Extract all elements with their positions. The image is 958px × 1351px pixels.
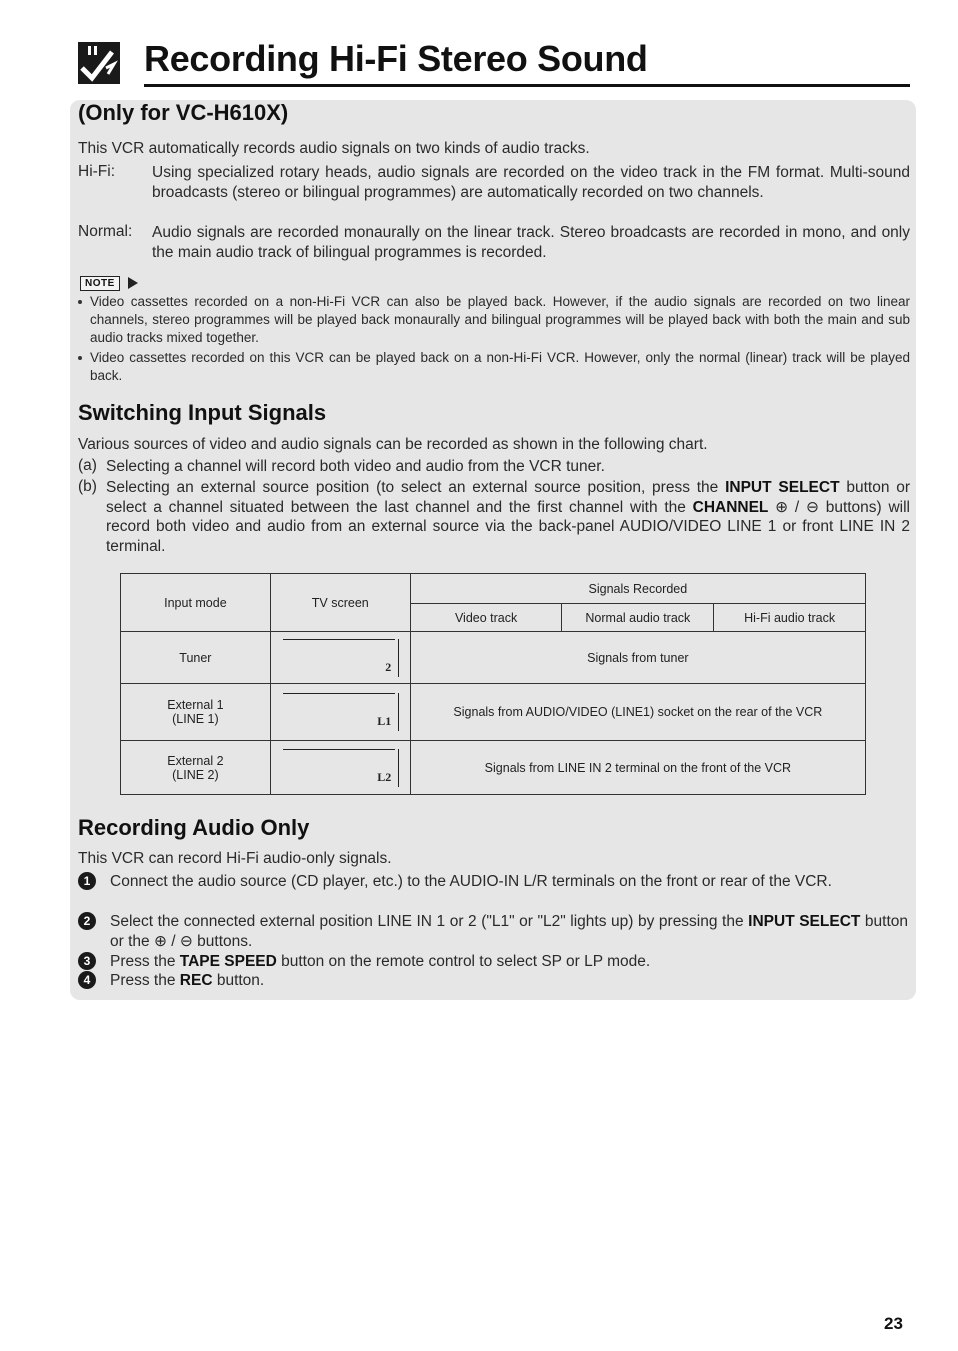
header-video-track: Video track: [410, 604, 562, 632]
tv-screen-cell: [270, 632, 410, 684]
tape-speed-ref: TAPE SPEED: [179, 953, 277, 970]
hifi-label: Hi-Fi:: [78, 163, 116, 180]
step-number-icon: 4: [78, 971, 96, 989]
rec-ref: REC: [179, 972, 213, 989]
mode-subtext: (LINE 2): [172, 767, 219, 782]
step-text: Connect the audio source (CD player, etc.) to the AUDIO-IN L/R terminals on the front or rear of the VCR.: [110, 873, 832, 890]
channel-indicator: L2: [377, 769, 392, 784]
page-number: 23: [884, 1314, 903, 1333]
mode-cell: [121, 632, 271, 684]
mode-text: External 1: [167, 698, 224, 712]
signal-cell: Signals from tuner: [410, 632, 865, 684]
step-text: button.: [212, 972, 265, 989]
input-select-ref: INPUT SELECT: [748, 913, 861, 930]
header-signals-recorded: Signals Recorded: [410, 574, 865, 604]
step-text: Press the: [110, 972, 180, 989]
step-number-icon: 1: [78, 872, 96, 890]
audio-only-heading: Recording Audio Only: [78, 815, 310, 840]
note-item-2: Video cassettes recorded on this VCR can be played back on a non-Hi-Fi VCR. However, only the normal (linear) track will be played back.: [90, 350, 910, 383]
title-rule: [144, 84, 910, 87]
step-number-icon: 2: [78, 912, 96, 930]
recording-cassette-icon: [78, 42, 120, 84]
step-text: Press the: [110, 953, 180, 970]
note-badge: NOTE: [80, 276, 120, 291]
input-select-ref: INPUT SELECT: [725, 479, 840, 496]
item-b-part: button or select a channel situated between the last channel and the first channel with the: [106, 479, 911, 516]
item-b-part: Selecting an external source position (to select an external source position, press the: [106, 479, 726, 496]
channel-ref: CHANNEL: [692, 498, 769, 516]
mode-cell: [121, 684, 271, 741]
table-row: [121, 684, 866, 741]
step-4-text: [110, 971, 908, 991]
header-normal-audio-track: Normal audio track: [562, 604, 714, 632]
mode-cell: [121, 741, 271, 795]
step-2-text: [110, 912, 908, 951]
tv-screen-cell: [270, 684, 410, 741]
audio-only-lead: This VCR can record Hi-Fi audio-only signals.: [78, 850, 392, 867]
tv-screen-cell: [270, 741, 410, 795]
mode-subtext: (LINE 1): [172, 712, 219, 726]
intro-lead: This VCR automatically records audio signals on two kinds of audio tracks.: [78, 140, 590, 157]
channel-indicator: 2: [385, 659, 392, 674]
bullet-icon: [78, 300, 82, 304]
normal-description: Audio signals are recorded monaurally on the linear track. Stereo broadcasts are recorded in mono, and only the main audio track of bilingual programmes is recorded.: [152, 224, 910, 261]
header-input-mode: Input mode: [121, 574, 271, 632]
item-b-label: (b): [78, 478, 97, 495]
item-b-text: [106, 478, 910, 556]
step-3-text: [110, 952, 908, 972]
note-item-1: Video cassettes recorded on a non-Hi-Fi VCR can also be played back. However, if the audio signals are recorded on two linear channels, stereo programmes will be played back monaurally and bilingual programmes will be played back with both the main and sub audio tracks mixed together.: [90, 294, 910, 345]
tv-display: [281, 639, 399, 677]
page-title: Recording Hi-Fi Stereo Sound: [144, 38, 648, 79]
signal-cell: Signals from AUDIO/VIDEO (LINE1) socket on the rear of the VCR: [410, 684, 865, 741]
note-arrow-icon: [128, 277, 138, 289]
item-a-text: Selecting a channel will record both video and audio from the VCR tuner.: [106, 458, 605, 475]
page-header: [78, 38, 910, 90]
bullet-icon: [78, 356, 82, 360]
tv-display: [281, 693, 399, 731]
signal-cell: Signals from LINE IN 2 terminal on the front of the VCR: [410, 741, 865, 795]
step-number-icon: 3: [78, 952, 96, 970]
step-text: button or the ⊕ / ⊖ buttons.: [110, 913, 909, 950]
mode-text: External 2: [167, 753, 224, 768]
header-hifi-audio-track: Hi-Fi audio track: [714, 604, 866, 632]
step-text: button on the remote control to select SP or LP mode.: [276, 953, 651, 970]
normal-label: Normal:: [78, 223, 133, 240]
model-heading: (Only for VC-H610X): [78, 100, 289, 125]
switching-lead: Various sources of video and audio signals can be recorded as shown in the following chart.: [78, 436, 708, 453]
item-b-part: ⊕ / ⊖ buttons) will record both video and audio from an external source via the back-panel AUDIO/VIDEO LINE 1 or front LINE IN 2 terminal.: [106, 498, 910, 555]
switching-heading: Switching Input Signals: [78, 400, 327, 425]
input-signals-table: [120, 573, 866, 795]
item-a-label: (a): [78, 457, 97, 474]
tv-display: [281, 749, 399, 787]
header-tv-screen: TV screen: [270, 574, 410, 632]
hifi-description: Using specialized rotary heads, audio signals are recorded on the video track in the FM format. Multi-sound broadcasts (stereo or bilingual programmes) are automatically recorded on two channels.: [152, 164, 910, 201]
step-text: Select the connected external position LINE IN 1 or 2 ("L1" or "L2" lights up) by pressing the: [110, 913, 749, 930]
step-1-text: [110, 872, 908, 892]
table-row: [121, 741, 866, 795]
mode-text: Tuner: [179, 650, 212, 665]
table-row: [121, 632, 866, 684]
channel-indicator: L1: [377, 714, 392, 728]
